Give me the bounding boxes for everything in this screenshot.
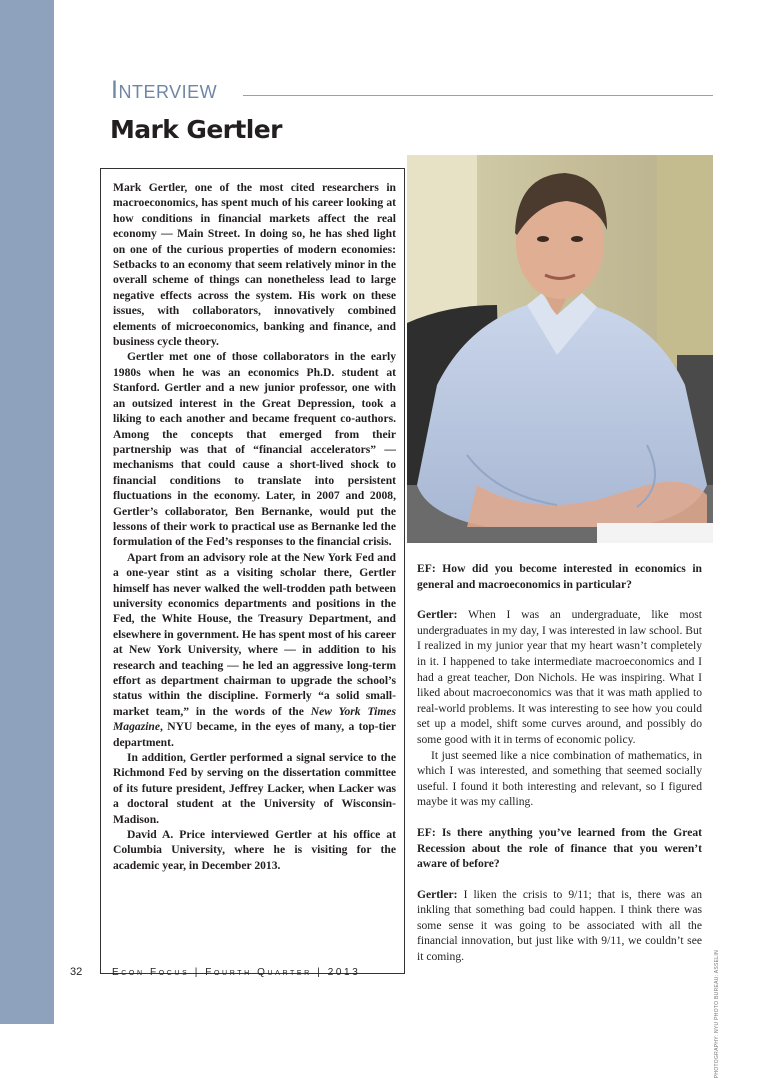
page-title: Mark Gertler <box>110 115 282 144</box>
question: EF: Is there anything you’ve learned from the Great Recession about the role of finance that you weren’t aware of before? <box>417 825 702 871</box>
answer <box>417 607 702 747</box>
intro-paragraph: In addition, Gertler performed a signal service to the Richmond Fed by serving on the dissertation committee of its future president, Jeffrey Lacker, when Lacker was a doctoral student at the University of Wisconsin-Madison. <box>113 751 396 826</box>
footer-publication: Econ Focus | Fourth Quarter | 2013 <box>112 967 361 978</box>
qa-column <box>417 561 702 965</box>
spacer <box>417 810 702 825</box>
intro-paragraph: David A. Price interviewed Gertler at his office at Columbia University, where he is visiting for the academic year, in December 2013. <box>113 828 396 872</box>
section-rule <box>243 95 713 96</box>
answer <box>417 887 702 965</box>
answer-text: I liken the crisis to 9/11; that is, there was an inkling that something bad could happen. I think there was some sense it was going to be associated with all the financial innovation, but just like with 9/11, we couldn’t see it coming. <box>417 887 702 964</box>
intro-paragraph-text: Apart from an advisory role at the New York Fed and a one-year stint as a visiting scholar there, Gertler himself has never walked the well-trodden path between university economics departments and positions in the Fed, the White House, the Treasury Department, and elsewhere in government. He has spent most of his career at New York University, where — in addition to his research and teaching — he led an aggressive long-term effort as department chairman to upgrade the school’s status within the discipline. Formerly “a solid small-market team,” in the words of the <box>113 550 396 718</box>
speaker-label: Gertler: <box>417 608 458 622</box>
intro-paragraph: Gertler met one of those collaborators in the early 1980s when he was an economics Ph.D. student at Stanford. Gertler and a new junior professor, one with an outsized interest in the Great Depression, took a liking to each another and became frequent co-authors. Among the concepts that emerged from their partnership was that of “financial accelerators” — mechanisms that could cause a short-lived shock to financial conditions to translate into persistent fluctuations in the economy. Later, in 2007 and 2008, Gertler’s collaborator, Ben Bernanke, would put the lessons of their work to practical use as Bernanke led the formulation of the Fed’s responses to the financial crisis. <box>113 350 396 549</box>
intro-paragraph-tail: , NYU became, in the eyes of many, a top-tier department. <box>113 720 396 749</box>
magazine-name: New York Times Magazine <box>113 704 396 734</box>
intro-paragraph: Mark Gertler, one of the most cited researchers in macroeconomics, has spent much of his career looking at how conditions in financial markets affect the real economy — Main Street. In doing so, he has shed light on one of the curious properties of modern economies: Setbacks to an economy that seem relatively minor in the overall scheme of things can nonetheless lead to large negative effects across the system. His work on these issues, with collaborators, innovatively combined elements of microeconomics, banking and finance, and business cycle theory. <box>113 181 396 349</box>
answer: It just seemed like a nice combination of mathematics, in which I was interested, and something that seemed socially useful. I found it both interesting and relevant, so I figured maybe it was my calling. <box>417 748 702 809</box>
portrait-photo <box>407 155 713 543</box>
section-label: Interview <box>111 76 218 104</box>
speaker-label: Gertler: <box>417 887 458 901</box>
sidebar-color-bar <box>0 0 54 1024</box>
intro-paragraph <box>113 550 396 750</box>
photo-credit: PHOTOGRAPHY: NYU PHOTO BUREAU: ASSELIN <box>714 950 720 1078</box>
question: EF: How did you become interested in economics in general and macroeconomics in particular? <box>417 562 702 591</box>
answer-text: When I was an undergraduate, like most undergraduates in my day, I was interested in law school. But I realized in my junior year that my heart wasn’t completely in it. I happened to take intermediate macroeconomics and I had a great teacher, Don Nichols. He was inspiring. What I liked about macroeconomics was that it was math applied to real-world problems. It was interesting to see how you could set up a model, shift some curves around, and possibly do some good with it in terms of economic policy. <box>417 608 702 746</box>
page-number: 32 <box>70 966 83 978</box>
intro-text <box>113 180 396 873</box>
